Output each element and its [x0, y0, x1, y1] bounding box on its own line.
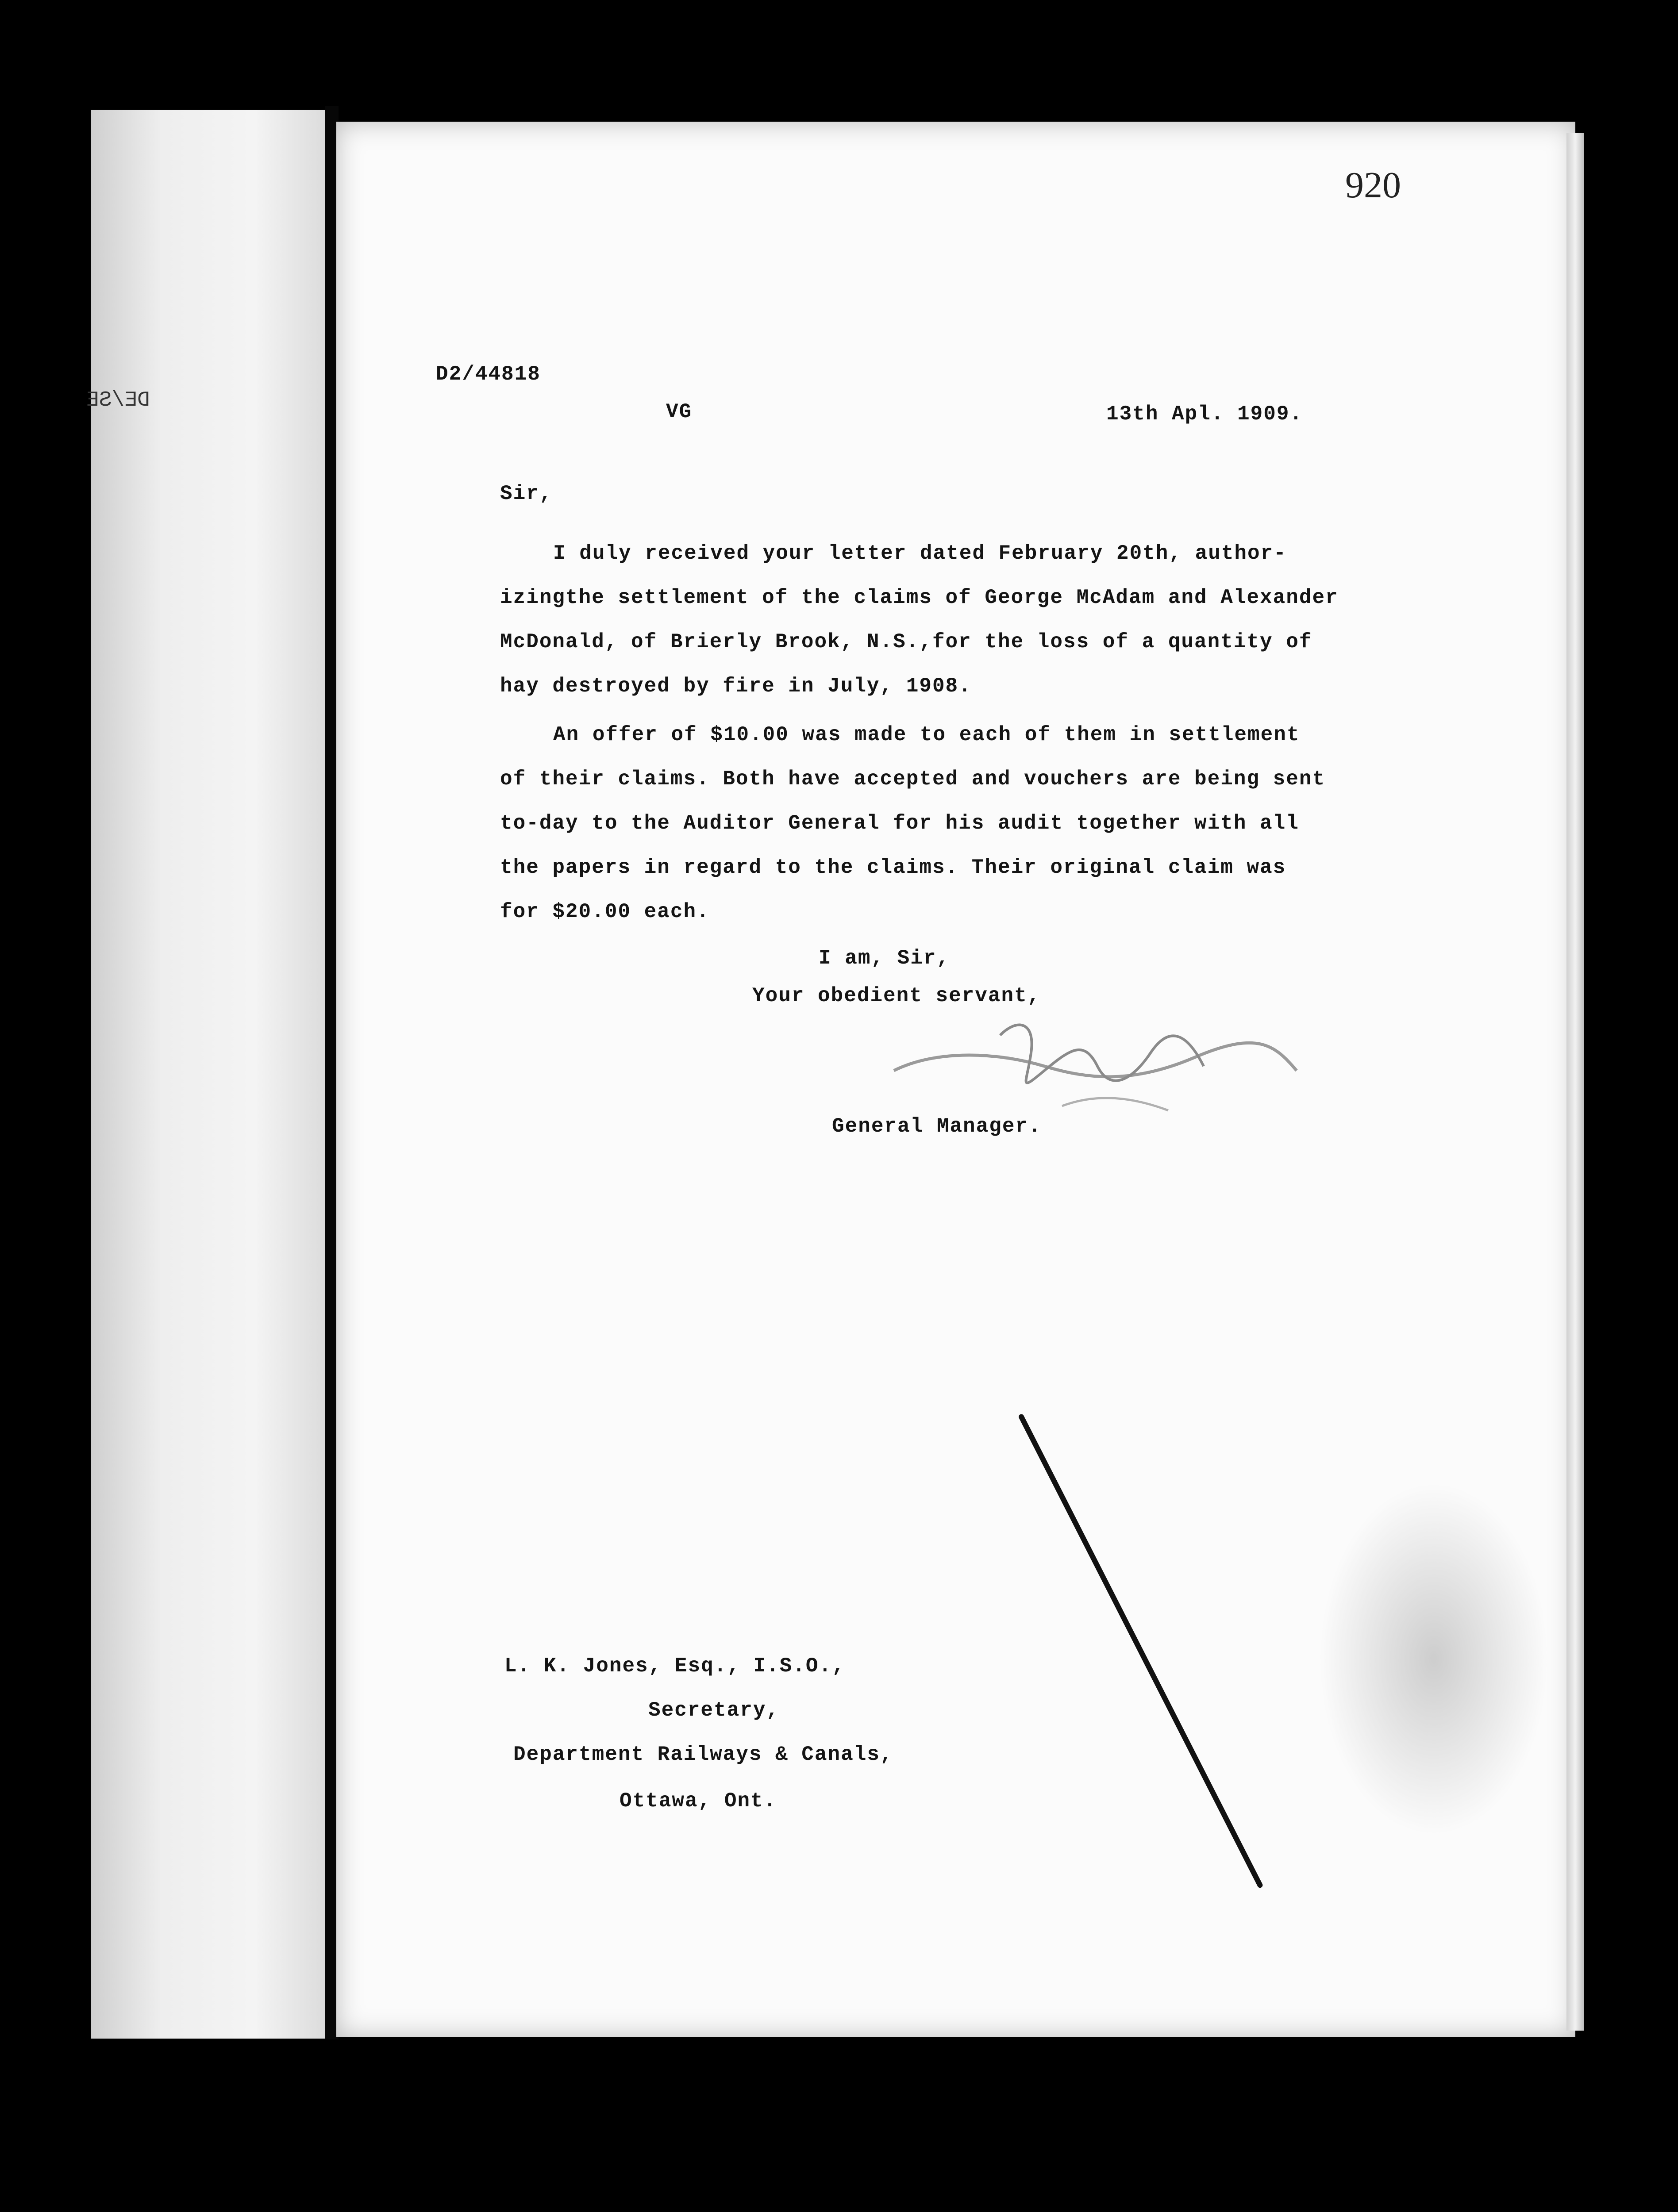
previous-page-strip: [86, 110, 325, 2039]
page-edge: [1566, 133, 1584, 2031]
body-line: I duly received your letter dated February 20th, author-: [553, 542, 1287, 565]
previous-page-fragment: DE/SE: [86, 388, 150, 412]
addressee-line: Department Railways & Canals,: [513, 1743, 893, 1766]
reference-number: D2/44818: [436, 363, 541, 386]
closing-line: I am, Sir,: [819, 947, 950, 970]
smudge-mark: [1319, 1482, 1549, 1836]
body-line: izingthe settlement of the claims of George McAdam and Alexander: [500, 586, 1339, 609]
body-line: An offer of $10.00 was made to each of them in settlement: [553, 723, 1300, 746]
typist-initials: VG: [666, 400, 693, 423]
body-line: for $20.00 each.: [500, 900, 710, 923]
body-line: McDonald, of Brierly Brook, N.S.,for the loss of a quantity of: [500, 630, 1312, 653]
body-line: hay destroyed by fire in July, 1908.: [500, 675, 972, 698]
body-line: of their claims. Both have accepted and vouchers are being sent: [500, 768, 1326, 791]
salutation: Sir,: [500, 482, 553, 505]
body-line: the papers in regard to the claims. Their original claim was: [500, 856, 1286, 879]
closing-line: Your obedient servant,: [752, 984, 1041, 1007]
addressee-line: L. K. Jones, Esq., I.S.O.,: [504, 1655, 845, 1678]
addressee-line: Secretary,: [648, 1699, 780, 1722]
page-number: 920: [1345, 165, 1401, 206]
addressee-line: Ottawa, Ont.: [620, 1790, 777, 1813]
letter-date: 13th Apl. 1909.: [1106, 403, 1303, 426]
body-line: to-day to the Auditor General for his audit together with all: [500, 812, 1299, 835]
signature-title: General Manager.: [832, 1115, 1042, 1138]
